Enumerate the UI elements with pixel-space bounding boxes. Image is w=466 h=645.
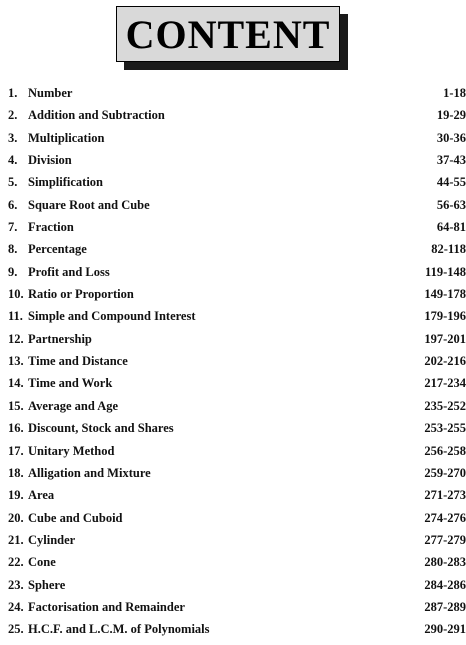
page-range: 217-234 [424,376,466,391]
toc-row [8,175,466,197]
page-range: 149-178 [424,287,466,302]
chapter-number: 13. [8,354,24,369]
page-range: 179-196 [424,309,466,324]
chapter-title: Division [28,153,72,168]
page-range: 259-270 [424,465,466,480]
toc-label [8,511,123,526]
chapter-title: Square Root and Cube [28,197,150,212]
toc-row [8,421,466,443]
toc-row [8,86,466,108]
chapter-title: Area [28,488,55,503]
page-range: 82-118 [431,242,466,257]
toc-label [8,242,87,257]
chapter-number: 25. [8,622,24,637]
chapter-title: Addition and Subtraction [28,108,165,123]
chapter-title: Number [28,86,73,100]
chapter-number: 4. [8,153,18,168]
page-range: 56-63 [436,197,466,212]
chapter-number: 8. [8,242,18,257]
chapter-title: Factorisation and Remainder [28,599,185,614]
title-banner [116,6,352,68]
chapter-title: Profit and Loss [28,264,110,279]
chapter-title: Sphere [28,577,66,592]
page-range: 235-252 [424,398,466,413]
chapter-title: Simplification [28,175,104,190]
toc-label [8,555,56,570]
toc-label [8,309,196,324]
toc-label [8,466,151,481]
page-range: 287-289 [424,599,466,614]
toc-row [8,622,466,644]
toc-row [8,600,466,622]
toc-row [8,131,466,153]
toc-row [8,533,466,555]
toc-row [8,309,466,331]
toc-row [8,511,466,533]
chapter-title: H.C.F. and L.C.M. of Polynomials [28,622,210,637]
page-range: 64-81 [436,220,466,235]
toc-row [8,242,466,264]
page-range: 37-43 [436,153,466,168]
toc-label [8,444,114,459]
chapter-title: Discount, Stock and Shares [28,421,174,436]
table-of-contents [8,86,466,645]
toc-row [8,555,466,577]
chapter-title: Alligation and Mixture [28,465,151,480]
toc-row [8,198,466,220]
chapter-number: 7. [8,220,18,235]
chapter-number: 20. [8,510,24,525]
toc-label [8,354,128,369]
chapter-title: Ratio or Proportion [28,287,134,302]
chapter-title: Time and Work [28,376,113,391]
toc-row [8,444,466,466]
toc-label [8,131,104,146]
toc-label [8,600,185,615]
chapter-title: Time and Distance [28,354,128,369]
chapter-number: 23. [8,577,24,592]
toc-label [8,488,54,503]
page-range: 44-55 [436,175,466,190]
toc-label [8,399,118,414]
toc-row [8,287,466,309]
toc-row [8,488,466,510]
chapter-number: 14. [8,376,24,391]
page-range: 1-18 [443,86,466,100]
page-range: 280-283 [424,555,466,570]
toc-label [8,578,65,593]
toc-row [8,220,466,242]
toc-label [8,198,150,213]
chapter-number: 15. [8,398,24,413]
toc-row [8,265,466,287]
toc-label [8,86,72,101]
chapter-number: 6. [8,197,18,212]
page-title: CONTENT [125,11,331,57]
toc-label [8,153,72,168]
toc-row [8,108,466,130]
chapter-title: Cylinder [28,532,76,547]
page-range: 256-258 [424,443,466,458]
page-range: 197-201 [424,331,466,346]
title-box [116,6,340,62]
toc-row [8,332,466,354]
chapter-number: 3. [8,130,18,145]
toc-label [8,287,134,302]
toc-label [8,421,174,436]
chapter-title: Average and Age [28,398,119,413]
page-range: 30-36 [436,130,466,145]
toc-label [8,108,165,123]
chapter-number: 10. [8,287,24,302]
page-range: 253-255 [424,421,466,436]
toc-row [8,466,466,488]
chapter-number: 1. [8,86,18,100]
page-range: 202-216 [424,354,466,369]
chapter-title: Partnership [28,331,92,346]
chapter-title: Cube and Cuboid [28,510,123,525]
toc-label [8,265,110,280]
chapter-title: Cone [28,555,56,570]
chapter-number: 19. [8,488,24,503]
toc-row [8,376,466,398]
toc-label [8,175,103,190]
chapter-number: 5. [8,175,18,190]
chapter-title: Fraction [28,220,74,235]
chapter-number: 17. [8,443,24,458]
page-range: 271-273 [424,488,466,503]
toc-label [8,332,92,347]
chapter-title: Simple and Compound Interest [28,309,196,324]
chapter-number: 2. [8,108,18,123]
chapter-number: 18. [8,465,24,480]
chapter-number: 22. [8,555,24,570]
page-range: 290-291 [424,622,466,637]
toc-row [8,399,466,421]
toc-label [8,533,75,548]
toc-row [8,354,466,376]
toc-row [8,578,466,600]
toc-label [8,622,210,637]
chapter-title: Percentage [28,242,87,257]
chapter-title: Unitary Method [28,443,115,458]
toc-label [8,220,74,235]
chapter-number: 24. [8,599,24,614]
page-range: 284-286 [424,577,466,592]
chapter-number: 9. [8,264,18,279]
page-range: 274-276 [424,510,466,525]
toc-label [8,376,112,391]
page-range: 19-29 [436,108,466,123]
chapter-number: 11. [8,309,23,324]
chapter-title: Multiplication [28,130,105,145]
chapter-number: 12. [8,331,24,346]
page-range: 277-279 [424,532,466,547]
toc-row [8,153,466,175]
page-range: 119-148 [425,264,466,279]
chapter-number: 16. [8,421,24,436]
chapter-number: 21. [8,532,24,547]
